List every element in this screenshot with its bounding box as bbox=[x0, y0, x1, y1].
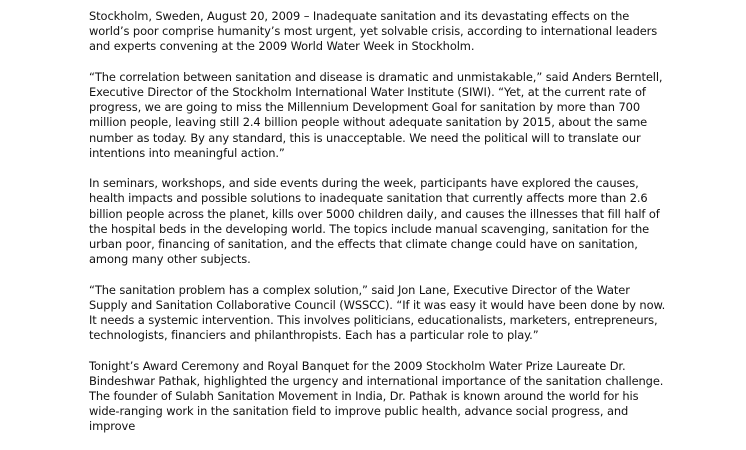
paragraph-seminars: In seminars, workshops, and side events during the week, participants have explored the causes, health impacts and possible solutions to inadequate sanitation that currently affects more than 2.6 billion people across the planet, kills over 5000 children daily, and causes the illnesses that fill half of the hospital beds in the developing world. The topics include manual scavenging, sanitation for the urban poor, financing of sanitation, and the effects that climate change could have on sanitation, among many other subjects. bbox=[89, 176, 660, 267]
document-body bbox=[89, 9, 669, 450]
paragraph-berntell-quote: “The correlation between sanitation and disease is dramatic and unmistakable,” said Anders Berntell, Executive Director of the Stockholm International Water Institute (SIWI). “Yet, at the current rate of progress, we are going to miss the Millennium Development Goal for sanitation by more than 700 million people, leaving still 2.4 billion people without adequate sanitation by 2015, about the same number as today. By any standard, this is unacceptable. We need the political will to translate our intentions into meaningful action.” bbox=[89, 69, 663, 160]
paragraph-lane-quote: “The sanitation problem has a complex solution,” said Jon Lane, Executive Director of the Water Supply and Sanitation Collaborative Council (WSSCC). “If it was easy it would have been done by now. It needs a systemic intervention. This involves politicians, educationalists, marketers, entrepreneurs, technologists, financiers and philanthropists. Each has a particular role to play.” bbox=[89, 282, 666, 343]
paragraph-dateline: Stockholm, Sweden, August 20, 2009 – Inadequate sanitation and its devastating effects on the world’s poor comprise humanity’s most urgent, yet solvable crisis, according to international leaders and experts convening at the 2009 World Water Week in Stockholm. bbox=[89, 9, 658, 54]
paragraph-award-ceremony: Tonight’s Award Ceremony and Royal Banquet for the 2009 Stockholm Water Prize Laureate Dr. Bindeshwar Pathak, highlighted the urgency and international importance of the sanitation challenge. The founder of Sulabh Sanitation Movement in India, Dr. Pathak is known around the world for his wide-ranging work in the sanitation field to improve public health, advance social progress, and improve bbox=[89, 358, 664, 434]
